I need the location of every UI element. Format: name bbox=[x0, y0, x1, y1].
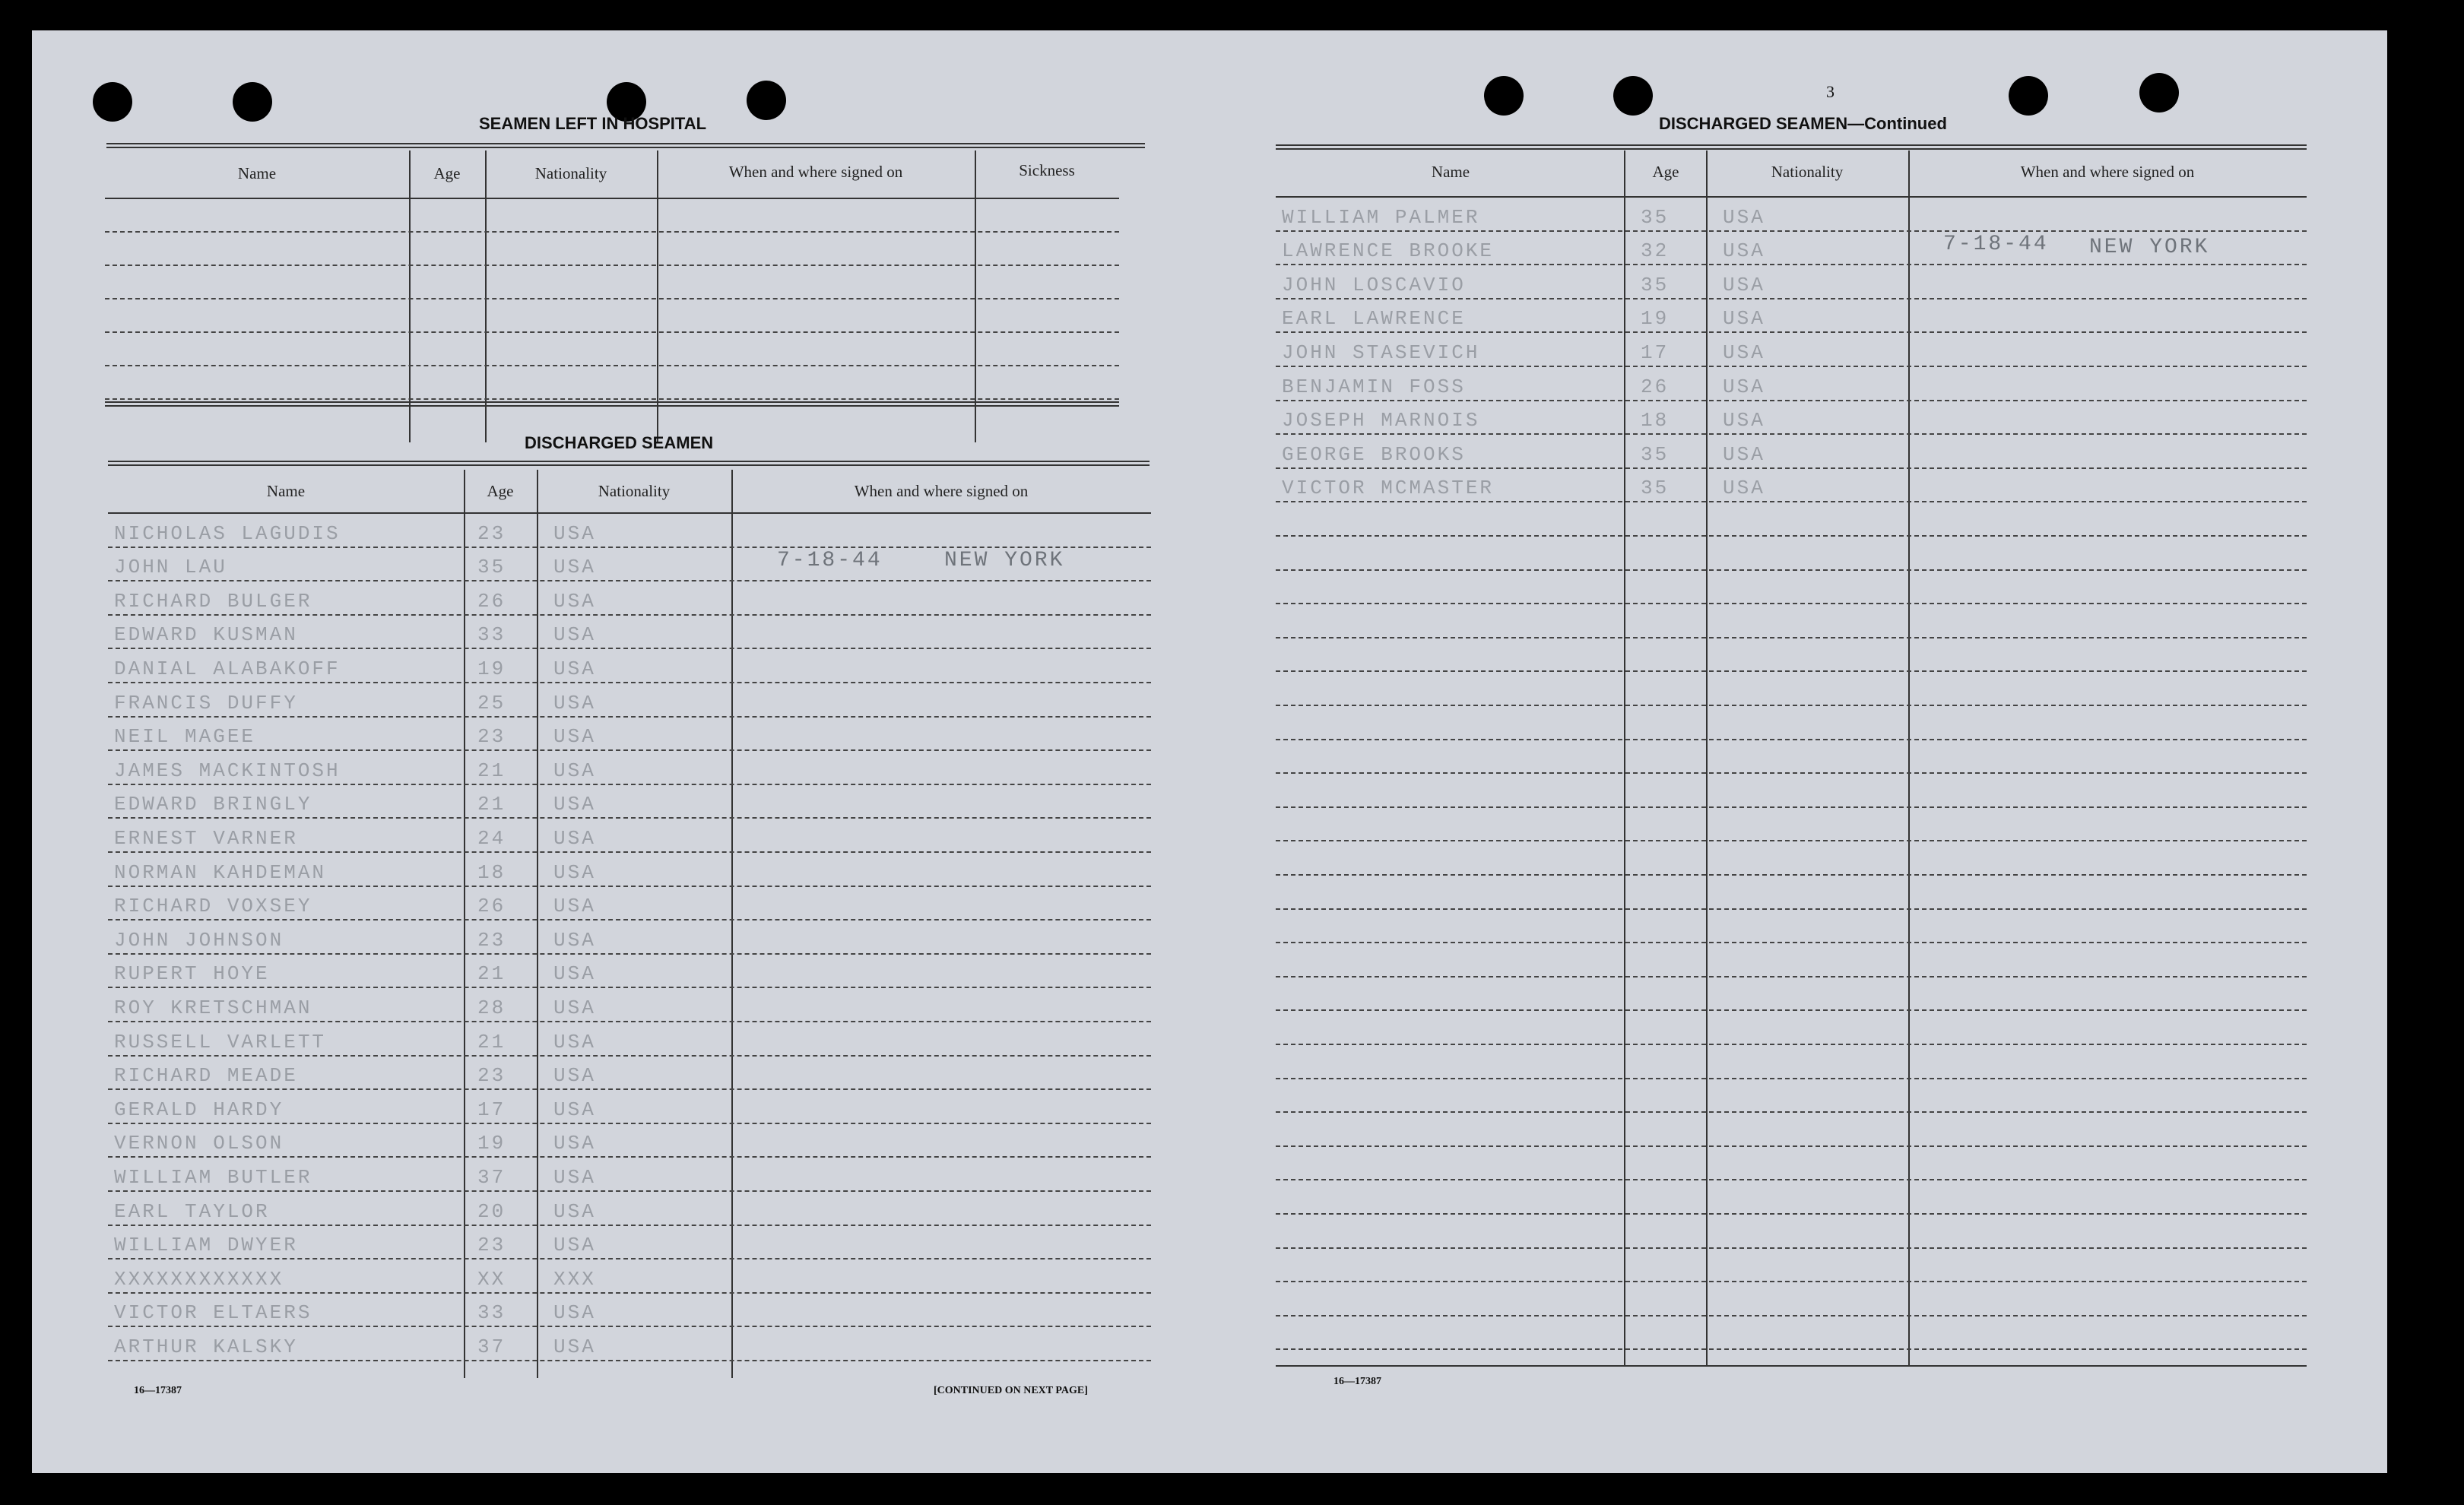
discharged-top-rule bbox=[108, 461, 1150, 466]
seaman-age: 26 bbox=[477, 895, 506, 918]
col-nationality-header: Nationality bbox=[598, 482, 671, 500]
seaman-name: FRANCIS DUFFY bbox=[114, 691, 298, 714]
table-row bbox=[1276, 1009, 2307, 1045]
table-row bbox=[1276, 433, 2307, 469]
table-row bbox=[108, 1225, 1151, 1260]
seaman-nationality: USA bbox=[1723, 341, 1765, 364]
seaman-name: EARL LAWRENCE bbox=[1282, 307, 1466, 331]
seaman-age: 17 bbox=[477, 1098, 506, 1121]
seaman-name: RICHARD MEADE bbox=[114, 1064, 298, 1088]
seaman-name: JAMES MACKINTOSH bbox=[114, 759, 341, 782]
seaman-age: 21 bbox=[477, 759, 506, 782]
form-number: 16—17387 bbox=[1333, 1376, 1381, 1387]
col-signed-on-header: When and where signed on bbox=[854, 482, 1029, 500]
table-row bbox=[1276, 772, 2307, 808]
discharged-table bbox=[108, 470, 1151, 1378]
seaman-nationality: USA bbox=[1723, 205, 1765, 229]
table-row bbox=[105, 331, 1119, 366]
table-row bbox=[1276, 196, 2307, 232]
seaman-nationality: USA bbox=[553, 1165, 596, 1189]
seaman-nationality: USA bbox=[1723, 442, 1765, 466]
seaman-name: JOHN LAU bbox=[114, 556, 227, 579]
seaman-age: 18 bbox=[1641, 409, 1670, 432]
form-number: 16—17387 bbox=[134, 1385, 182, 1396]
seaman-name: BENJAMIN FOSS bbox=[1282, 375, 1466, 398]
seaman-age: 21 bbox=[477, 793, 506, 816]
left-page bbox=[32, 30, 1142, 1473]
table-row bbox=[108, 1292, 1151, 1328]
seaman-age: 35 bbox=[1641, 442, 1670, 466]
seaman-age: 25 bbox=[477, 691, 506, 714]
table-row bbox=[108, 716, 1151, 752]
table-row bbox=[1276, 501, 2307, 537]
seaman-nationality: USA bbox=[553, 521, 596, 545]
seaman-nationality: USA bbox=[553, 793, 596, 816]
table-row bbox=[108, 1088, 1151, 1124]
table-row bbox=[1276, 739, 2307, 775]
table-row bbox=[108, 784, 1151, 819]
table-row bbox=[1276, 1145, 2307, 1181]
seaman-name: WILLIAM PALMER bbox=[1282, 205, 1480, 229]
table-row bbox=[108, 648, 1151, 683]
seaman-nationality: USA bbox=[553, 556, 596, 579]
table-row bbox=[105, 231, 1119, 266]
seaman-name: NORMAN KAHDEMAN bbox=[114, 860, 327, 884]
seaman-nationality: USA bbox=[553, 657, 596, 680]
seaman-nationality: USA bbox=[1723, 477, 1765, 500]
hospital-table bbox=[105, 150, 1119, 442]
seaman-age: 26 bbox=[477, 589, 506, 613]
seaman-nationality: USA bbox=[1723, 273, 1765, 296]
seaman-age: 19 bbox=[1641, 307, 1670, 331]
seaman-age: XX bbox=[477, 1267, 506, 1291]
seaman-name: NEIL MAGEE bbox=[114, 725, 256, 749]
table-row bbox=[1276, 670, 2307, 706]
seaman-age: 21 bbox=[477, 1030, 506, 1054]
table-row bbox=[1276, 637, 2307, 673]
continued-top-rule bbox=[1276, 144, 2307, 150]
table-row bbox=[1276, 1247, 2307, 1283]
signed-on-date: 7-18-44 bbox=[1943, 233, 2049, 256]
seaman-nationality: USA bbox=[553, 623, 596, 647]
seaman-nationality: USA bbox=[553, 962, 596, 986]
seaman-nationality: USA bbox=[553, 826, 596, 850]
col-nationality-header: Nationality bbox=[1771, 163, 1844, 181]
discharged-continued-table bbox=[1276, 150, 2307, 1365]
seaman-name: RUSSELL VARLETT bbox=[114, 1030, 327, 1054]
seaman-age: 23 bbox=[477, 725, 506, 749]
signed-on-place: NEW YORK bbox=[2089, 236, 2210, 259]
col-name-header: Name bbox=[237, 164, 277, 182]
seaman-nationality: USA bbox=[553, 1098, 596, 1121]
table-row bbox=[1276, 1111, 2307, 1147]
seaman-nationality: USA bbox=[553, 1234, 596, 1257]
table-row bbox=[108, 1258, 1151, 1294]
discharged-continued-title bbox=[1659, 114, 1947, 134]
table-row bbox=[108, 749, 1151, 785]
seaman-nationality: XXX bbox=[553, 1267, 596, 1291]
continued-table-header bbox=[1276, 150, 2307, 198]
table-row bbox=[1276, 806, 2307, 842]
right-page bbox=[1203, 30, 2387, 1473]
table-row bbox=[108, 580, 1151, 616]
seaman-age: 18 bbox=[477, 860, 506, 884]
seaman-nationality: USA bbox=[553, 725, 596, 749]
table-row bbox=[1276, 467, 2307, 503]
table-row bbox=[105, 365, 1119, 400]
table-row bbox=[108, 1123, 1151, 1158]
table-row bbox=[1276, 942, 2307, 977]
table-row bbox=[108, 614, 1151, 650]
table-row bbox=[108, 1055, 1151, 1091]
seaman-age: 37 bbox=[477, 1335, 506, 1358]
seaman-nationality: USA bbox=[1723, 375, 1765, 398]
table-row bbox=[108, 1021, 1151, 1057]
seaman-age: 32 bbox=[1641, 239, 1670, 263]
seaman-nationality: USA bbox=[553, 589, 596, 613]
table-row bbox=[108, 512, 1151, 548]
seaman-nationality: USA bbox=[553, 895, 596, 918]
table-row bbox=[1276, 705, 2307, 740]
table-row bbox=[108, 987, 1151, 1022]
seaman-name: VERNON OLSON bbox=[114, 1132, 284, 1155]
col-sickness-header: Sickness bbox=[1019, 161, 1075, 179]
seaman-name: VICTOR ELTAERS bbox=[114, 1301, 312, 1325]
seaman-nationality: USA bbox=[553, 1199, 596, 1223]
seaman-age: 23 bbox=[477, 1064, 506, 1088]
seaman-age: 35 bbox=[1641, 273, 1670, 296]
seaman-age: 35 bbox=[1641, 205, 1670, 229]
seaman-name: RUPERT HOYE bbox=[114, 962, 270, 986]
discharged-table-header bbox=[108, 470, 1151, 514]
seaman-name: NICHOLAS LAGUDIS bbox=[114, 521, 341, 545]
hospital-table-header bbox=[105, 150, 1119, 199]
table-row bbox=[1276, 840, 2307, 876]
seaman-nationality: USA bbox=[553, 860, 596, 884]
table-row bbox=[108, 817, 1151, 853]
seaman-nationality: USA bbox=[553, 1064, 596, 1088]
seaman-name: DANIAL ALABAKOFF bbox=[114, 657, 341, 680]
seaman-nationality: USA bbox=[553, 1301, 596, 1325]
signed-on-date: 7-18-44 bbox=[777, 549, 883, 572]
hospital-top-rule bbox=[106, 143, 1145, 148]
seaman-name: JOHN LOSCAVIO bbox=[1282, 273, 1466, 296]
seaman-age: 28 bbox=[477, 996, 506, 1019]
seaman-name: GERALD HARDY bbox=[114, 1098, 284, 1121]
seaman-nationality: USA bbox=[553, 1132, 596, 1155]
seaman-name: VICTOR MCMASTER bbox=[1282, 477, 1495, 500]
table-row bbox=[108, 682, 1151, 718]
seaman-age: 21 bbox=[477, 962, 506, 986]
seaman-age: 33 bbox=[477, 623, 506, 647]
table-row bbox=[108, 851, 1151, 887]
table-row bbox=[105, 298, 1119, 333]
table-row bbox=[1276, 1044, 2307, 1079]
hospital-section-title: SEAMEN LEFT IN HOSPITAL bbox=[479, 114, 707, 133]
table-row bbox=[108, 1190, 1151, 1226]
seaman-age: 23 bbox=[477, 928, 506, 952]
seaman-age: 37 bbox=[477, 1165, 506, 1189]
table-row bbox=[1276, 908, 2307, 944]
seaman-nationality: USA bbox=[553, 928, 596, 952]
ledger-sheet bbox=[32, 30, 2387, 1473]
table-row bbox=[1276, 976, 2307, 1012]
seaman-age: 19 bbox=[477, 1132, 506, 1155]
col-signed-on-header: When and where signed on bbox=[2020, 163, 2195, 181]
seaman-nationality: USA bbox=[553, 759, 596, 782]
table-row bbox=[1276, 298, 2307, 334]
table-row bbox=[1276, 569, 2307, 605]
seaman-name: JOHN JOHNSON bbox=[114, 928, 284, 952]
seaman-name: RICHARD BULGER bbox=[114, 589, 312, 613]
seaman-name: ERNEST VARNER bbox=[114, 826, 298, 850]
col-name-header: Name bbox=[266, 482, 306, 500]
table-row bbox=[1276, 400, 2307, 436]
seaman-nationality: USA bbox=[553, 996, 596, 1019]
continued-bottom-rule bbox=[1276, 1365, 2307, 1367]
seaman-name: EDWARD BRINGLY bbox=[114, 793, 312, 816]
seaman-nationality: USA bbox=[1723, 409, 1765, 432]
table-row bbox=[1276, 366, 2307, 401]
seaman-age: 20 bbox=[477, 1199, 506, 1223]
seaman-name: ARTHUR KALSKY bbox=[114, 1335, 298, 1358]
signed-on-place: NEW YORK bbox=[944, 549, 1065, 572]
col-age-header: Age bbox=[487, 482, 514, 500]
seaman-nationality: USA bbox=[553, 691, 596, 714]
col-nationality-header: Nationality bbox=[534, 164, 607, 182]
discharged-section-title: DISCHARGED SEAMEN bbox=[525, 433, 714, 452]
seaman-nationality: USA bbox=[553, 1335, 596, 1358]
seaman-name: ROY KRETSCHMAN bbox=[114, 996, 312, 1019]
table-row bbox=[108, 919, 1151, 955]
seaman-nationality: USA bbox=[1723, 307, 1765, 331]
seaman-name: RICHARD VOXSEY bbox=[114, 895, 312, 918]
seaman-name: GEORGE BROOKS bbox=[1282, 442, 1466, 466]
table-row bbox=[108, 1326, 1151, 1361]
table-row bbox=[1276, 1213, 2307, 1249]
table-row bbox=[1276, 1281, 2307, 1316]
table-row bbox=[105, 265, 1119, 299]
seaman-age: 17 bbox=[1641, 341, 1670, 364]
page-number: 3 bbox=[1826, 82, 1835, 101]
seaman-name: XXXXXXXXXXXX bbox=[114, 1267, 284, 1291]
table-row bbox=[1276, 1315, 2307, 1351]
seaman-age: 19 bbox=[477, 657, 506, 680]
table-row bbox=[105, 198, 1119, 233]
seaman-age: 35 bbox=[477, 556, 506, 579]
table-row bbox=[1276, 1179, 2307, 1215]
table-row bbox=[108, 1156, 1151, 1192]
seaman-name: JOHN STASEVICH bbox=[1282, 341, 1480, 364]
seaman-name: JOSEPH MARNOIS bbox=[1282, 409, 1480, 432]
col-age-header: Age bbox=[1652, 163, 1679, 181]
seaman-age: 23 bbox=[477, 1234, 506, 1257]
seaman-age: 24 bbox=[477, 826, 506, 850]
seaman-age: 35 bbox=[1641, 477, 1670, 500]
col-age-header: Age bbox=[433, 164, 461, 182]
table-row bbox=[1276, 603, 2307, 638]
seaman-age: 26 bbox=[1641, 375, 1670, 398]
seaman-age: 33 bbox=[477, 1301, 506, 1325]
seaman-name: LAWRENCE BROOKE bbox=[1282, 239, 1495, 263]
title-text: DISCHARGED SEAMEN bbox=[1659, 114, 1848, 133]
col-signed-on-header: When and where signed on bbox=[728, 163, 903, 181]
table-row bbox=[1276, 264, 2307, 299]
table-row bbox=[1276, 331, 2307, 367]
seaman-name: EDWARD KUSMAN bbox=[114, 623, 298, 647]
seaman-name: WILLIAM BUTLER bbox=[114, 1165, 312, 1189]
hospital-bottom-rule bbox=[105, 401, 1119, 407]
col-name-header: Name bbox=[1431, 163, 1470, 181]
title-suffix: —Continued bbox=[1847, 114, 1947, 133]
table-row bbox=[1276, 535, 2307, 571]
seaman-nationality: USA bbox=[1723, 239, 1765, 263]
table-row bbox=[108, 886, 1151, 921]
seaman-name: EARL TAYLOR bbox=[114, 1199, 270, 1223]
seaman-nationality: USA bbox=[553, 1030, 596, 1054]
table-row bbox=[1276, 874, 2307, 910]
seaman-age: 23 bbox=[477, 521, 506, 545]
table-row bbox=[1276, 1078, 2307, 1114]
table-row bbox=[108, 953, 1151, 989]
seaman-name: WILLIAM DWYER bbox=[114, 1234, 298, 1257]
continued-note: [CONTINUED ON NEXT PAGE] bbox=[934, 1385, 1088, 1396]
